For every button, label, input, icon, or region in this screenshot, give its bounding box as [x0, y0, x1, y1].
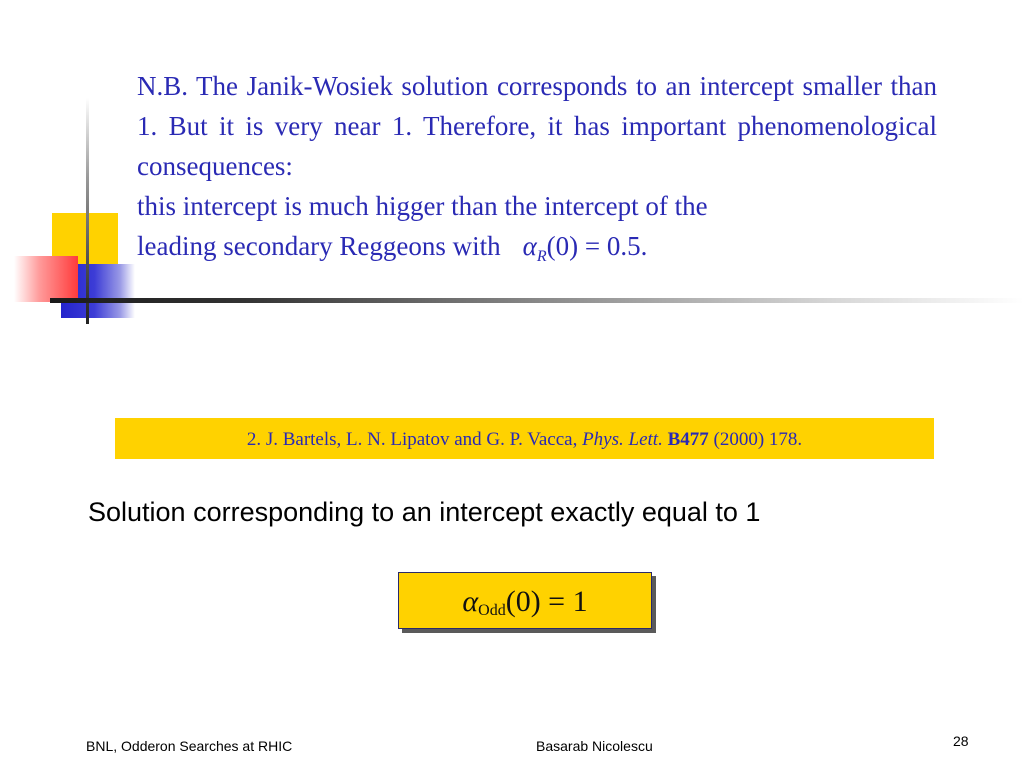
decor-red-square [14, 256, 78, 302]
odderon-intercept-formula-box [398, 572, 652, 629]
reference-journal: Phys. Lett. [582, 429, 663, 450]
alpha-symbol-odd: α [462, 585, 479, 618]
reference-year-page: (2000) 178. [713, 429, 803, 450]
slide-body-text [137, 66, 937, 277]
footer-author: Basarab Nicolescu [536, 738, 653, 754]
formula-subscript-r: R [536, 248, 547, 265]
reference-box [115, 418, 934, 459]
reference-volume: B477 [667, 429, 709, 450]
paragraph-note: N.B. The Janik-Wosiek solution corresponds to an intercept smaller than 1. But it is very near 1. Therefore, it has important phenomenological consequences: [137, 71, 937, 181]
paragraph-intercept-line-1: this intercept is much higger than the intercept of the [137, 191, 708, 221]
paragraph-intercept-line-2 [137, 226, 937, 277]
alpha-symbol: α [522, 231, 537, 261]
formula-rest: (0) = 0.5. [546, 231, 648, 261]
solution-statement: Solution corresponding to an intercept exactly equal to 1 [88, 497, 761, 527]
title-divider-line [50, 298, 1024, 303]
footer-event: BNL, Odderon Searches at RHIC [86, 738, 293, 754]
reggeon-intercept-formula [523, 226, 648, 277]
reference-authors: 2. J. Bartels, L. N. Lipatov and G. P. Vacca, [246, 429, 583, 450]
formula-rest-odd: (0) = 1 [505, 585, 588, 618]
decor-vertical-line [86, 98, 89, 324]
slide-number: 28 [953, 733, 969, 749]
paragraph-intercept-text: leading secondary Reggeons with [137, 231, 501, 261]
formula-subscript-odd: Odd [478, 602, 506, 619]
